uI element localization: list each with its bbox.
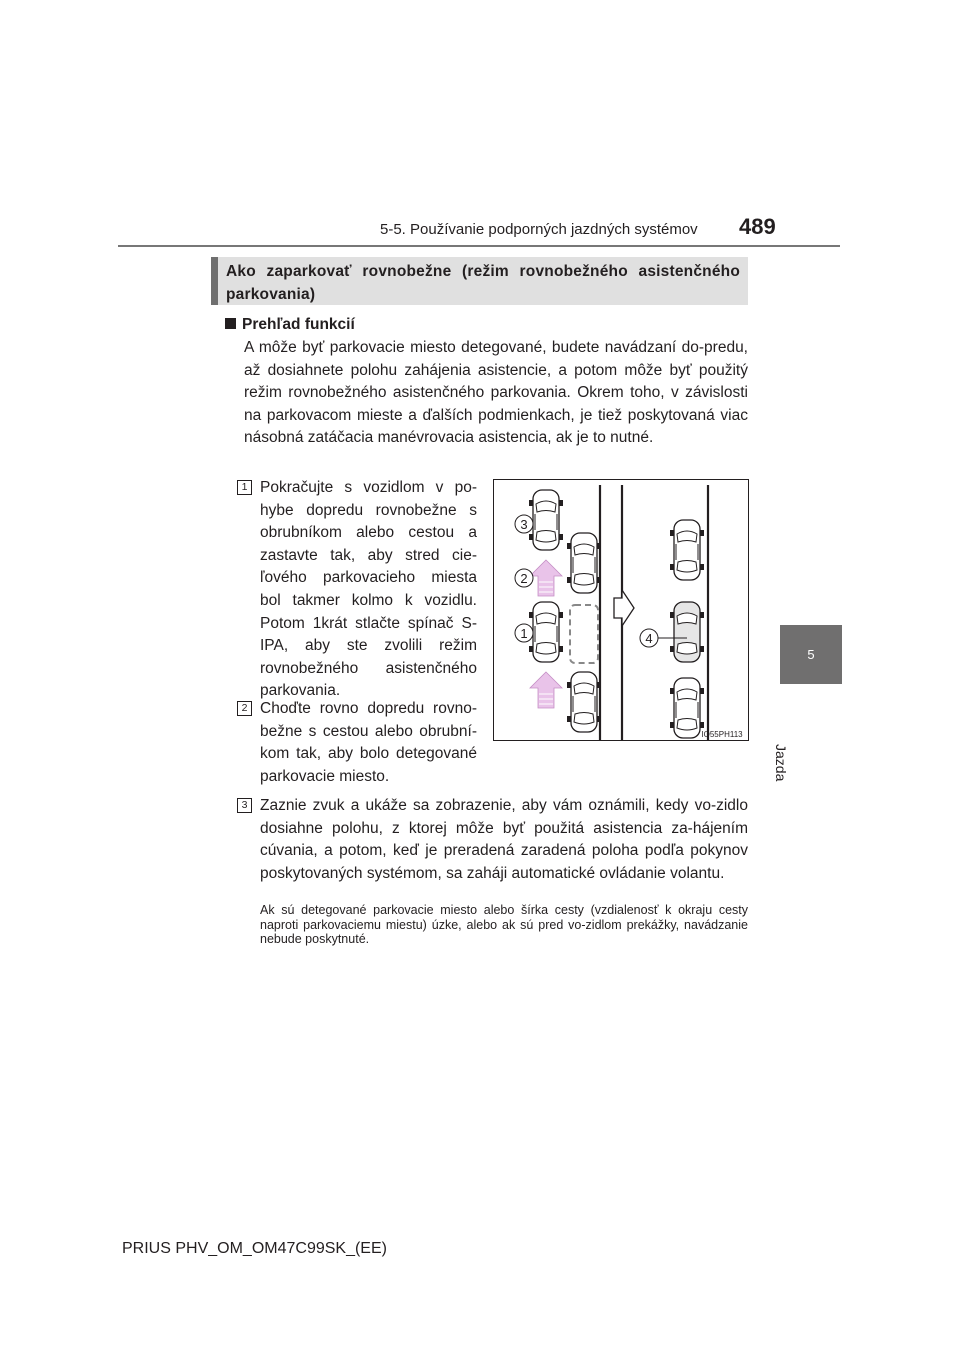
step-1-text: Pokračujte s vozidlom v po-hybe dopredu rovnobežne s obrubníkom alebo cestou a zastavte tak, aby stred cie-ľového parkovacieho miesta bol takmer kolmo k vozidlu. Potom 1krát stlačte spínač S-IPA, aby ste zvolili režim rovnobežného asistenčného parkovania. xyxy=(260,479,477,700)
subheading xyxy=(225,316,355,334)
footer-text: PRIUS PHV_OM_OM47C99SK_(EE) xyxy=(122,1240,387,1257)
step-3-text: Zaznie zvuk a ukáže sa zobrazenie, aby vám oznámili, kedy vo-zidlo dosiahne polohu, z ktorej môže byť použitá asistencia za-hájením cúvania, a potom, keď je preradená zaradená poloha podľa pokynov poskytovaných systémom, sa zaháji automatické ovládanie volantu. xyxy=(260,797,748,882)
image-code: IO55PH113 xyxy=(701,730,743,739)
step-number-1: 1 xyxy=(237,480,252,495)
chapter-tab xyxy=(780,625,842,684)
own-car-parked xyxy=(670,602,704,662)
own-car-position-3 xyxy=(529,490,563,550)
parked-car xyxy=(670,520,704,580)
parking-diagram-svg xyxy=(494,480,748,740)
chapter-label-container xyxy=(773,694,809,782)
direction-arrow-icon xyxy=(614,590,634,626)
intro-paragraph: A môže byť parkovacie miesto detegované, budete navádzaní do-predu, až dosiahnete polohu zahájenia asistencie, a potom môže byť použitý režim rovnobežného asistenčného parkovania. Okrem toho, v závislosti na parkovacom mieste a ďalších podmienkach, je tiež poskytovaná viac násobná zatáčacia manévrovacia asistencia, ak je to nutné. xyxy=(244,339,748,447)
subheading-text: Prehľad funkcií xyxy=(242,316,355,333)
page-number: 489 xyxy=(739,214,776,239)
section-title: Ako zaparkovať rovnobežne (režim rovnobežného asistenčného parkovania) xyxy=(226,263,740,303)
header-divider xyxy=(118,245,840,247)
step-number-2: 2 xyxy=(237,701,252,716)
forward-arrow-icon xyxy=(530,672,562,708)
section-title-box xyxy=(211,257,748,305)
parked-car xyxy=(670,678,704,738)
header-section-title: 5-5. Používanie podporných jazdných systémov xyxy=(380,221,698,238)
step-number-3: 3 xyxy=(237,798,252,813)
parking-space-outline xyxy=(570,605,598,663)
forward-arrow-icon xyxy=(530,560,562,596)
own-car-position-1 xyxy=(529,602,563,662)
callout-4-label: 4 xyxy=(645,631,653,646)
square-bullet-icon xyxy=(225,318,236,329)
chapter-label: Jazda xyxy=(773,744,789,782)
chapter-number: 5 xyxy=(807,647,815,662)
parked-car xyxy=(567,672,601,732)
step-2-text: Choďte rovno dopredu rovno-bežne s cestou alebo obrubní-kom tak, aby bolo detegované parkovacie miesto. xyxy=(260,700,477,785)
callout-2-label: 2 xyxy=(520,571,528,586)
parking-diagram xyxy=(493,479,749,741)
callout-1-label: 1 xyxy=(520,626,528,641)
callout-3-label: 3 xyxy=(520,517,528,532)
note-text: Ak sú detegované parkovacie miesto alebo šírka cesty (vzdialenosť k okraju cesty naproti parkovaciemu miestu) úzke, alebo ak sú pred vo-zidlom prekážky, navádzanie nebude poskytnuté. xyxy=(260,903,748,946)
parked-car xyxy=(567,533,601,593)
